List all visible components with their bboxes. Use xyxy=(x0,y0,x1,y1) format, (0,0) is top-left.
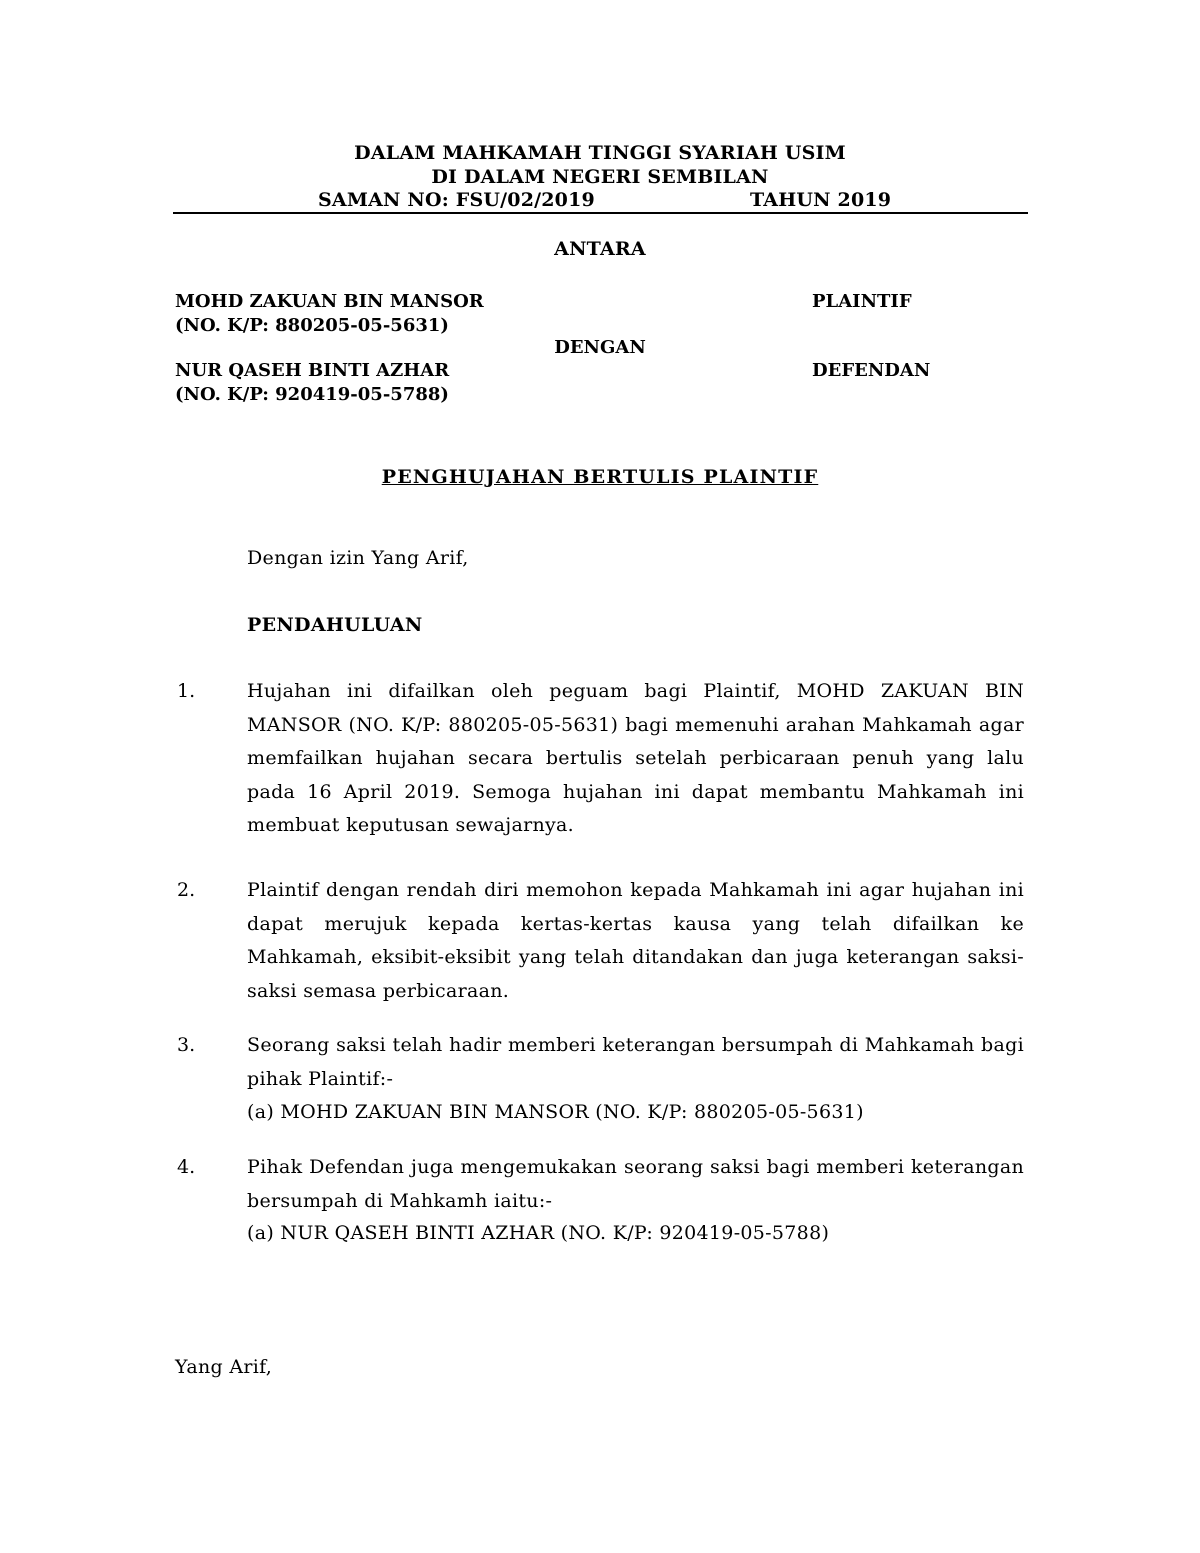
witness-item: (a) MOHD ZAKUAN BIN MANSOR (NO. K/P: 880205-05-5631) xyxy=(247,1101,864,1123)
plaintiff-ic: (NO. K/P: 880205-05-5631) xyxy=(175,315,449,336)
paragraph-text: Pihak Defendan juga mengemukakan seorang saksi bagi memberi keterangan bersumpah di Mahkamh iaitu:- xyxy=(247,1156,1024,1212)
document-title: PENGHUJAHAN BERTULIS PLAINTIF xyxy=(381,466,819,488)
section-heading: PENDAHULUAN xyxy=(247,614,423,636)
dengan-label: DENGAN xyxy=(554,337,646,358)
paragraph-text: Hujahan ini difailkan oleh peguam bagi Plaintif, MOHD ZAKUAN BIN MANSOR (NO. K/P: 880205-05-5631) bagi memenuhi arahan Mahkamah agar memfailkan hujahan secara bertulis setelah perbicaraan penuh yang lalu pada 16 April 2019. Semoga hujahan ini dapat membantu Mahkamah ini membuat keputusan sewajarnya. xyxy=(247,680,1024,836)
plaintiff-role: PLAINTIF xyxy=(812,291,912,312)
plaintiff-name: MOHD ZAKUAN BIN MANSOR xyxy=(175,291,484,312)
court-state: DI DALAM NEGERI SEMBILAN xyxy=(431,166,769,188)
defendant-role: DEFENDAN xyxy=(812,360,931,381)
paragraph-text: Plaintif dengan rendah diri memohon kepada Mahkamah ini agar hujahan ini dapat merujuk kepada kertas-kertas kausa yang telah difailkan ke Mahkamah, eksibit-eksibit yang telah ditandakan dan juga keterangan saksi-saksi semasa perbicaraan. xyxy=(247,879,1024,1002)
witness-item: (a) NUR QASEH BINTI AZHAR (NO. K/P: 920419-05-5788) xyxy=(247,1222,830,1244)
salutation: Dengan izin Yang Arif, xyxy=(247,547,469,569)
paragraph-text: Seorang saksi telah hadir memberi keterangan bersumpah di Mahkamah bagi pihak Plaintif:- xyxy=(247,1034,1024,1090)
saman-number: SAMAN NO: FSU/02/2019 xyxy=(318,189,595,211)
paragraph-number: 4. xyxy=(177,1156,196,1178)
defendant-name: NUR QASEH BINTI AZHAR xyxy=(175,360,450,381)
paragraph-number: 3. xyxy=(177,1034,196,1056)
paragraph-number: 1. xyxy=(177,680,196,702)
defendant-ic: (NO. K/P: 920419-05-5788) xyxy=(175,384,449,405)
header-rule xyxy=(173,212,1028,214)
paragraph-number: 2. xyxy=(177,879,196,901)
court-name: DALAM MAHKAMAH TINGGI SYARIAH USIM xyxy=(354,142,846,164)
saman-year: TAHUN 2019 xyxy=(750,189,892,211)
antara-label: ANTARA xyxy=(554,238,646,260)
closing-salutation: Yang Arif, xyxy=(175,1356,273,1378)
